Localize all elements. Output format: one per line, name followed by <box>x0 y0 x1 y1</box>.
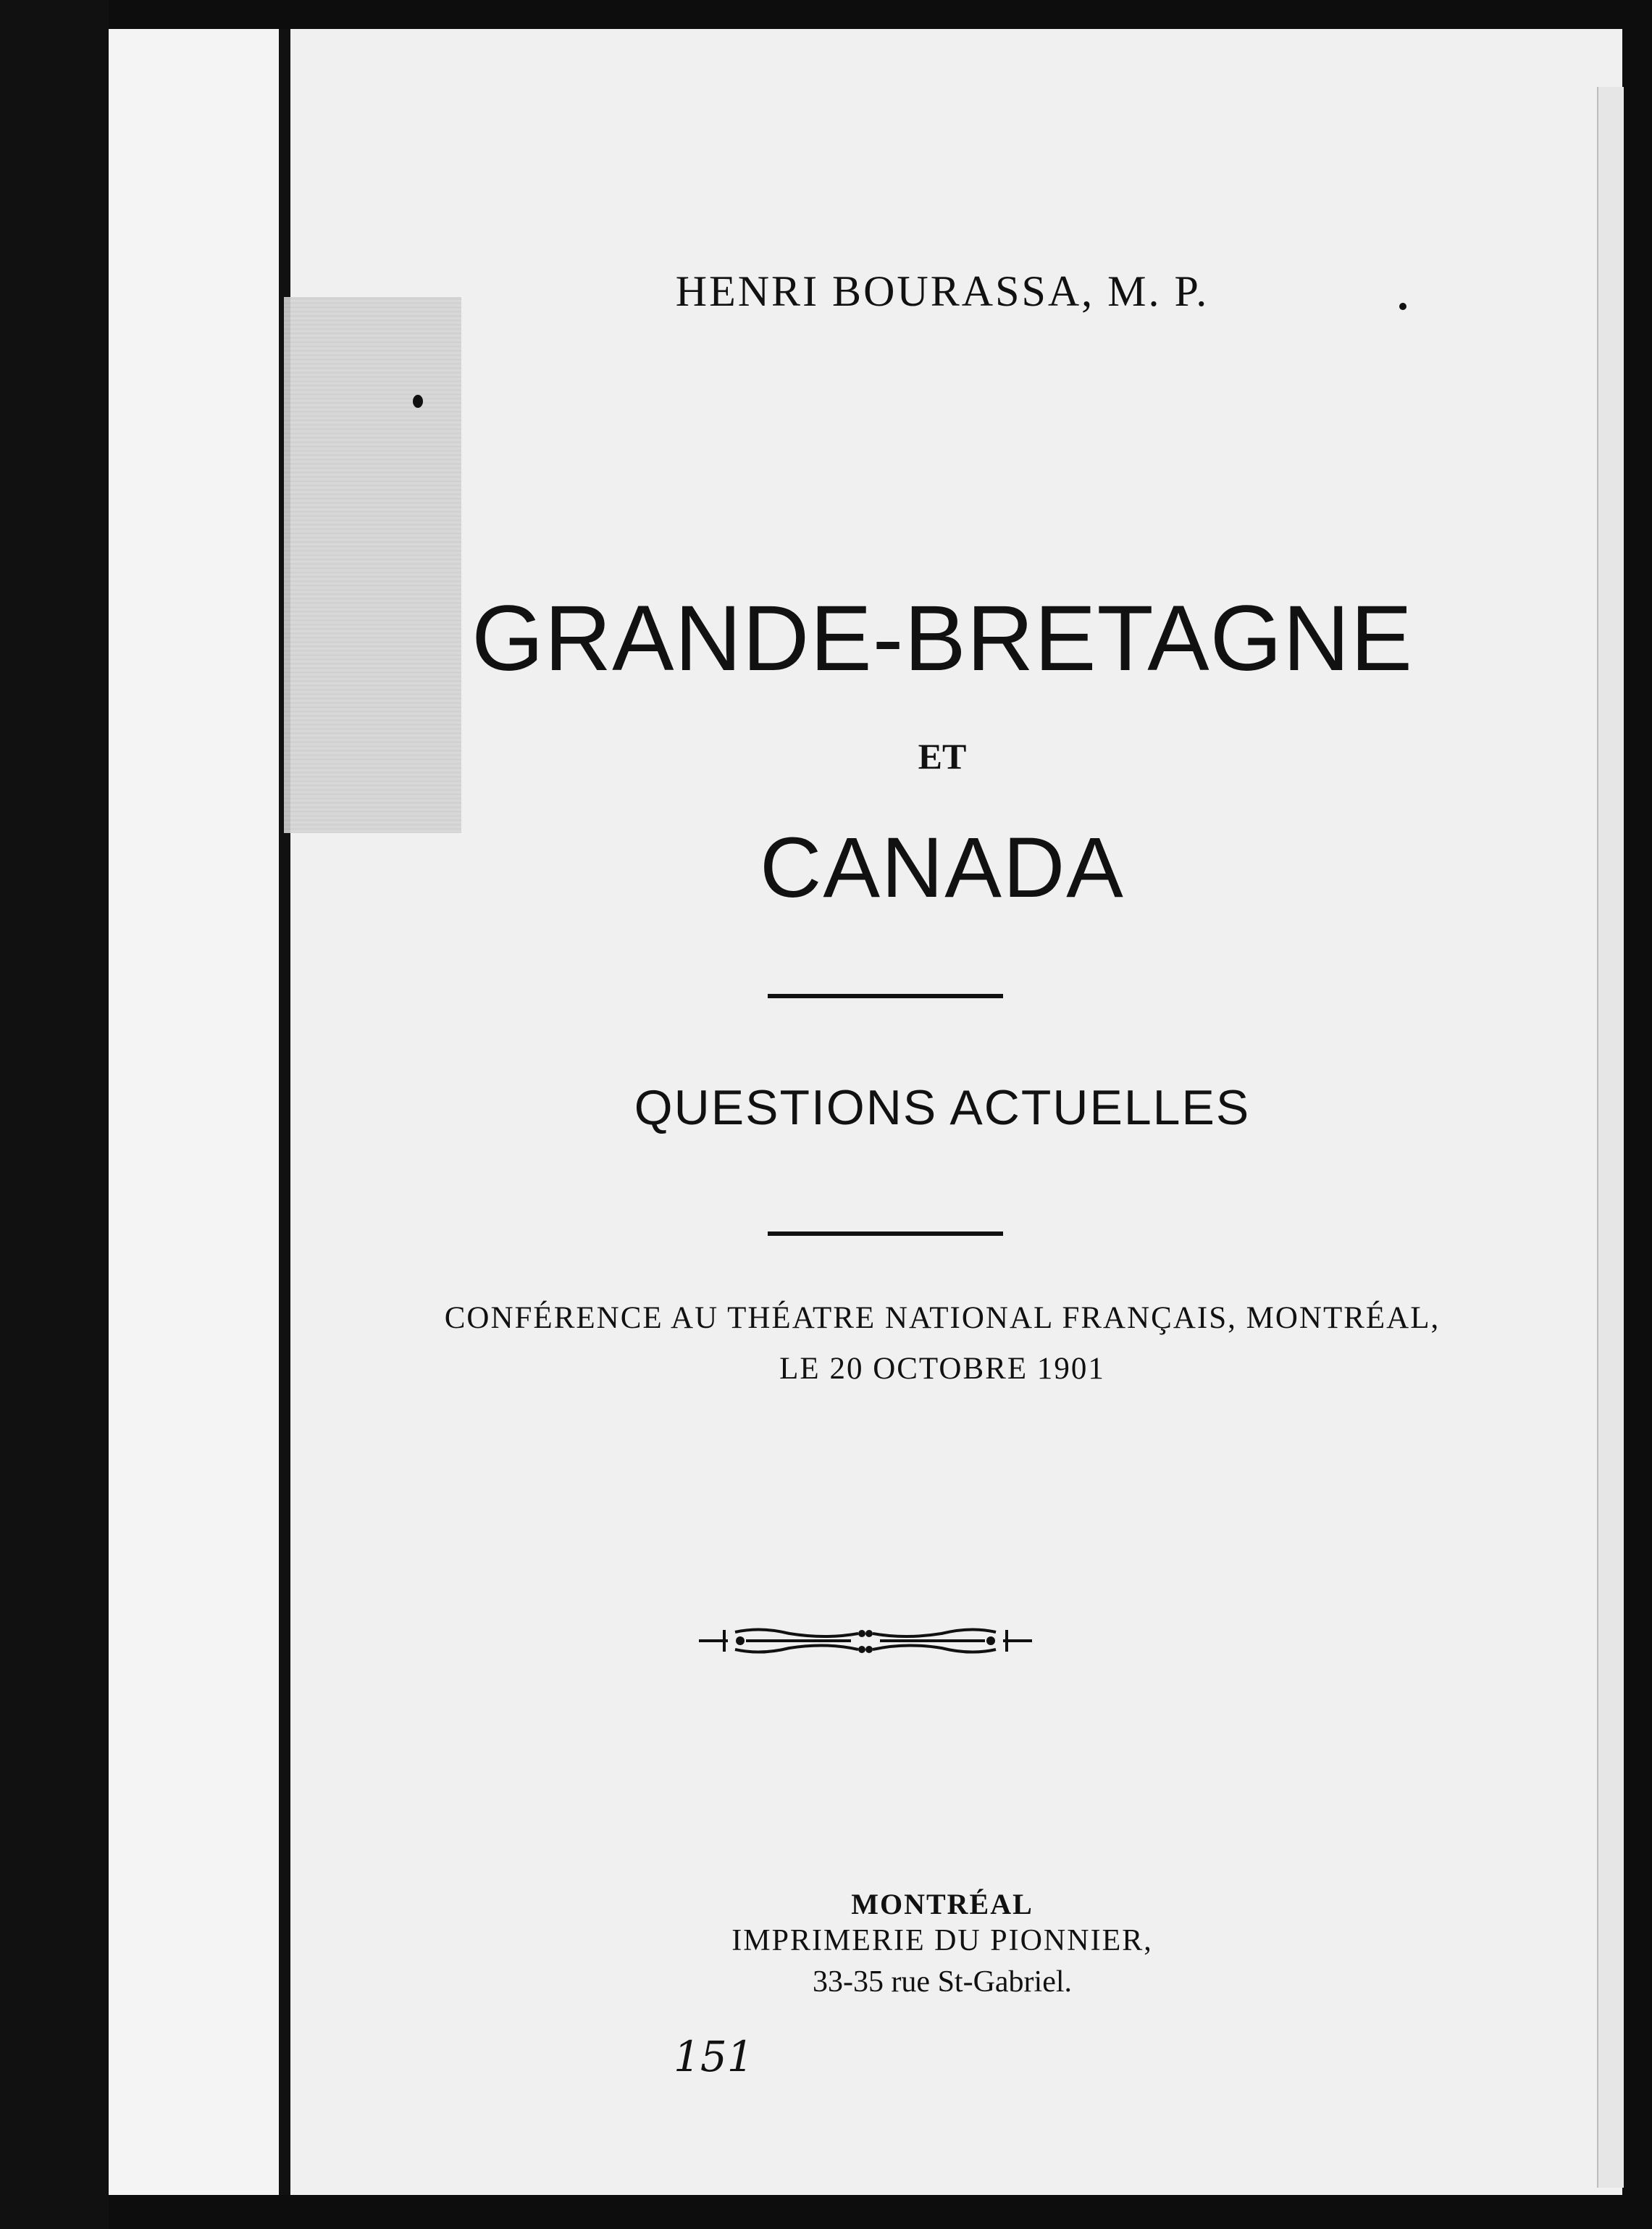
divider-rule <box>768 1231 1003 1236</box>
scan-background <box>0 0 109 2229</box>
imprint-city: MONTRÉAL <box>851 1888 1033 1920</box>
page-edge <box>1597 87 1624 2188</box>
conference-line-2: LE 20 OCTOBRE 1901 <box>779 1352 1105 1386</box>
subtitle: QUESTIONS ACTUELLES <box>634 1080 1251 1135</box>
imprint-address: 33-35 rue St-Gabriel. <box>812 1965 1073 1999</box>
title-line-2: CANADA <box>760 820 1125 916</box>
imprint-printer: IMPRIMERIE DU PIONNIER, <box>731 1924 1153 1957</box>
scan-speck <box>1399 303 1406 310</box>
binding-strip <box>109 29 279 2195</box>
handwritten-shelf-mark: 151 <box>674 2032 754 2081</box>
author-name: HENRI BOURASSA, M. P. <box>675 267 1209 315</box>
title-line-1: GRANDE-BRETAGNE <box>471 587 1413 690</box>
divider-rule <box>768 994 1003 998</box>
scan-speck <box>413 395 423 408</box>
ornament-icon <box>695 1612 1036 1670</box>
conference-line-1: CONFÉRENCE AU THÉATRE NATIONAL FRANÇAIS, MONTRÉAL, <box>444 1301 1441 1335</box>
title-conjunction: ET <box>918 736 967 777</box>
